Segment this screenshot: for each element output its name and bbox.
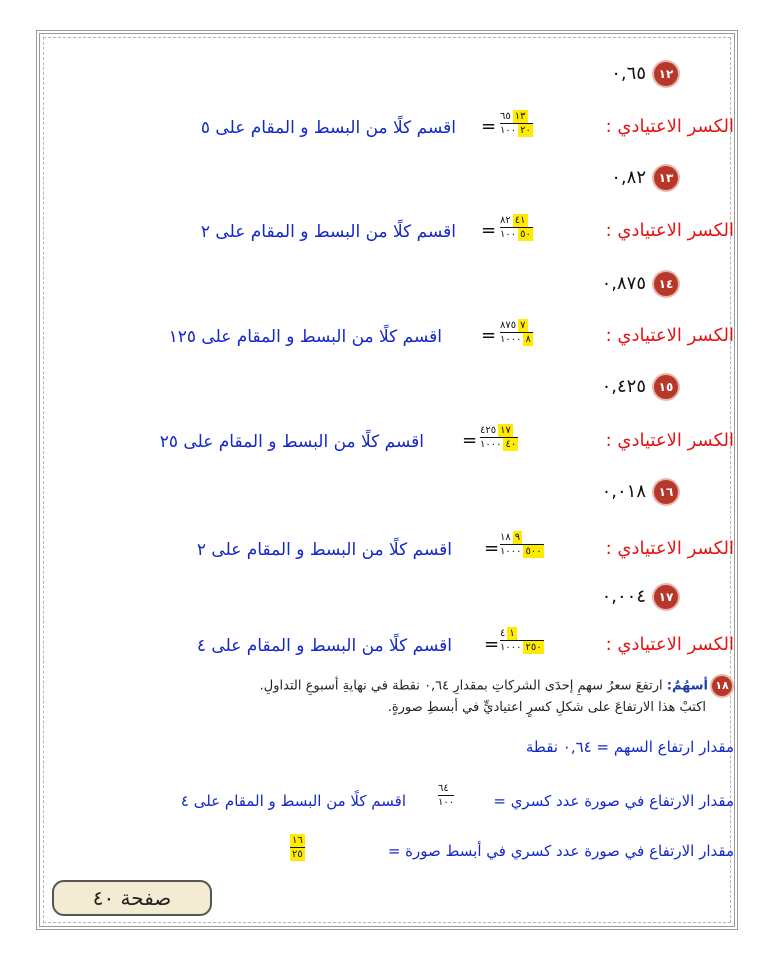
simplified-denominator: ٥٠٠ bbox=[525, 546, 542, 557]
numerator: ٨٧٥ bbox=[500, 320, 517, 331]
denominator: ١٠٠٠ bbox=[480, 439, 502, 450]
problem-text-line1: ارتفعَ سعرُ سهمِ إحدَى الشركاتِ بمقدارِ ٠,٦٤ نقطة في نهايةِ أسبوعِ التداولِ. bbox=[259, 678, 663, 694]
problem-number-badge: ١٨ bbox=[712, 676, 732, 696]
equals-sign: = bbox=[484, 634, 500, 655]
problem-12-header bbox=[611, 62, 678, 86]
fraction-label: الكسر الاعتيادي : bbox=[605, 325, 734, 346]
simplified-numerator: ٤١ bbox=[514, 215, 526, 226]
equals-sign: = bbox=[462, 430, 478, 451]
instruction-text: اقسم كلًا من البسط و المقام على ٢ bbox=[200, 222, 456, 242]
fraction-label: الكسر الاعتيادي : bbox=[605, 430, 734, 451]
fraction bbox=[500, 110, 533, 137]
denominator: ١٠٠ bbox=[500, 229, 517, 240]
simplified-numerator: ١ bbox=[509, 628, 515, 639]
numerator: ٤٢٥ bbox=[480, 425, 497, 436]
problem-15-header bbox=[602, 375, 678, 399]
instruction-text: اقسم كلًا من البسط و المقام على ٢٥ bbox=[159, 432, 424, 452]
denominator: ١٠٠٠ bbox=[500, 546, 522, 557]
equals-sign: = bbox=[481, 116, 497, 137]
instruction-text: اقسم كلًا من البسط و المقام على ٤ bbox=[196, 636, 452, 656]
simplified-numerator: ١٧ bbox=[500, 425, 511, 436]
simplified-denominator: ٨ bbox=[525, 334, 531, 345]
numerator: ١٦ bbox=[292, 835, 303, 846]
simplified-denominator: ٥٠ bbox=[520, 229, 531, 240]
answer-line-2: مقدار الارتفاع في صورة عدد كسري = bbox=[493, 792, 734, 810]
problem-14-header bbox=[602, 272, 678, 296]
equals-sign: = bbox=[481, 325, 497, 346]
decimal-value: ٠,٨٧٥ bbox=[601, 273, 646, 294]
fraction bbox=[500, 319, 533, 346]
problem-16-header bbox=[602, 480, 678, 504]
instruction-text: اقسم كلًا من البسط و المقام على ١٢٥ bbox=[168, 327, 442, 347]
fraction bbox=[500, 531, 544, 558]
denominator: ١٠٠٠ bbox=[500, 334, 522, 345]
numerator: ١٨ bbox=[500, 532, 511, 543]
simplified-numerator: ٩ bbox=[514, 532, 521, 543]
answer-simplified-fraction bbox=[290, 834, 305, 861]
denominator: ١٠٠ bbox=[500, 125, 517, 136]
fraction-label: الكسر الاعتيادي : bbox=[605, 538, 734, 559]
simplified-denominator: ٢٥٠ bbox=[525, 642, 542, 653]
simplified-numerator: ١٣ bbox=[514, 111, 526, 122]
decimal-value: ٠,٨٢ bbox=[611, 167, 646, 188]
answer-instruction: اقسم كلًا من البسط و المقام على ٤ bbox=[180, 792, 406, 810]
page-number-box bbox=[52, 880, 212, 916]
problem-number-badge: ١٦ bbox=[654, 480, 678, 504]
instruction-text: اقسم كلًا من البسط و المقام على ٢ bbox=[196, 540, 452, 560]
numerator: ٦٤ bbox=[438, 783, 449, 794]
denominator: ١٠٠٠ bbox=[500, 642, 522, 653]
numerator: ٤ bbox=[500, 628, 506, 639]
decimal-value: ٠,٠١٨ bbox=[601, 481, 646, 502]
decimal-value: ٠,٦٥ bbox=[611, 63, 646, 84]
fraction-label: الكسر الاعتيادي : bbox=[605, 220, 734, 241]
answer-line-3: مقدار الارتفاع في صورة عدد كسري في أبسط صورة = bbox=[387, 842, 734, 860]
numerator: ٦٥ bbox=[500, 111, 511, 122]
simplified-denominator: ٢٠ bbox=[520, 125, 531, 136]
fraction bbox=[480, 424, 518, 451]
decimal-value: ٠,٠٠٤ bbox=[601, 586, 646, 607]
problem-number-badge: ١٥ bbox=[654, 375, 678, 399]
decimal-value: ٠,٤٢٥ bbox=[601, 376, 646, 397]
fraction bbox=[500, 627, 544, 654]
answer-line-1: مقدار ارتفاع السهم = ٠,٦٤ نقطة bbox=[525, 738, 734, 756]
equals-sign: = bbox=[481, 220, 497, 241]
fraction bbox=[500, 214, 533, 241]
fraction-label: الكسر الاعتيادي : bbox=[605, 116, 734, 137]
numerator: ٨٢ bbox=[500, 215, 511, 226]
fraction-label: الكسر الاعتيادي : bbox=[605, 634, 734, 655]
problem-number-badge: ١٤ bbox=[654, 272, 678, 296]
denominator: ٢٥ bbox=[292, 849, 303, 860]
problem-number-badge: ١٧ bbox=[654, 585, 678, 609]
problem-13-header bbox=[611, 166, 678, 190]
simplified-denominator: ٤٠ bbox=[505, 439, 517, 450]
problem-18-statement bbox=[260, 676, 732, 696]
problem-text-line2: اكتبْ هذا الارتفاعَ على شكلِ كسرٍ اعتياديٍّ في أبسطِ صورةٍ. bbox=[387, 700, 706, 715]
problem-number-badge: ١٢ bbox=[654, 62, 678, 86]
problem-label: أسهُمٌ: bbox=[666, 678, 708, 694]
problem-number-badge: ١٣ bbox=[654, 166, 678, 190]
page-number: صفحة ٤٠ bbox=[92, 886, 172, 910]
equals-sign: = bbox=[484, 538, 500, 559]
instruction-text: اقسم كلًا من البسط و المقام على ٥ bbox=[200, 118, 456, 138]
problem-17-header bbox=[602, 585, 678, 609]
answer-fraction bbox=[438, 782, 454, 809]
simplified-numerator: ٧ bbox=[520, 320, 526, 331]
denominator: ١٠٠ bbox=[438, 797, 455, 808]
